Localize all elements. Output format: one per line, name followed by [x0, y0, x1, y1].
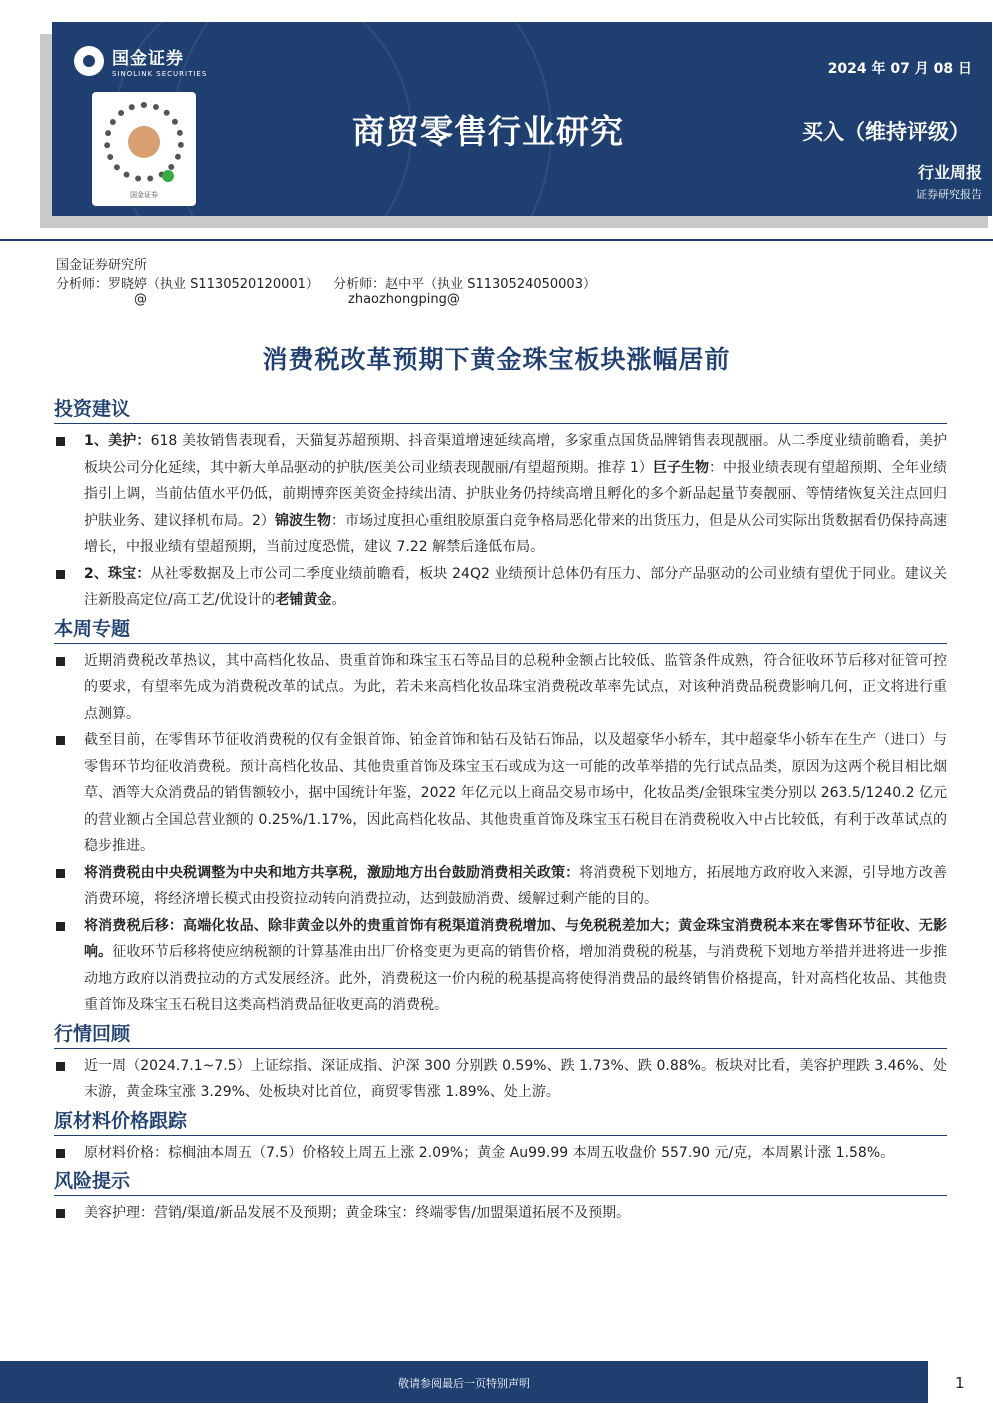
- analyst-1-email[interactable]: @: [134, 292, 147, 307]
- page-number: 1: [955, 1374, 965, 1392]
- paragraph-text: 美容护理：营销/渠道/新品发展不及预期；黄金珠宝：终端零售/加盟渠道拓展不及预期。: [84, 1205, 631, 1221]
- bullet-paragraph: [54, 913, 947, 1019]
- report-type: 行业周报: [917, 163, 982, 182]
- qr-center-logo-icon: [128, 126, 160, 158]
- section-heading: 本周专题: [54, 616, 947, 644]
- section-heading: 原材料价格跟踪: [54, 1108, 947, 1136]
- paragraph-text: 近一周（2024.7.1~7.5）上证综指、深证成指、沪深 300 分别跌 0.59%、跌 1.73%、跌 0.88%。板块对比看，美容护理跌 3.46%、处末游，黄金珠宝涨 3.29%、处板块对比首位，商贸零售涨 1.89%、处上游。: [84, 1057, 947, 1100]
- bullet-paragraph: [54, 1200, 947, 1227]
- square-bullet-icon: [56, 736, 65, 745]
- report-body: [54, 396, 947, 1229]
- square-bullet-icon: [56, 1149, 65, 1158]
- logo-cn: 国金证券: [112, 49, 184, 69]
- paragraph-text: 截至目前，在零售环节征收消费税的仅有金银首饰、铂金首饰和钻石及钻石饰品，以及超豪华小轿车，其中超豪华小轿车在生产（进口）与零售环节均征收消费税。预计高档化妆品、其他贵重首饰及珠宝玉石或成为这一可能的改革举措的先行试点品类，原因为这两个税目相比烟草、酒等大众消费品的销售额较小，据中国统计年鉴，2022 年亿元以上商品交易市场中，化妆品类/金银珠宝类分别以 263.5/1240.2 亿元的营业额占全国总营业额的 0.25%/1.17%，因此高档化妆品、其他贵重首饰及珠宝玉石税目在消费税收入中占比较低，有利于改革试点的稳步推进。: [84, 732, 947, 854]
- logo-en: SINOLINK SECURITIES: [112, 70, 208, 78]
- paragraph-text: 将消费税由中央税调整为中央和地方共享税，激励地方出台鼓励消费相关政策：将消费税下划地方，拓展地方政府收入来源，引导地方改善消费环境，将经济增长模式由投资拉动转向消费拉动，达到鼓励消费、缓解过剩产能的目的。: [84, 864, 947, 907]
- header-divider: [0, 239, 993, 241]
- bullet-paragraph: [54, 860, 947, 913]
- analyst-2-email[interactable]: zhaozhongping@: [348, 292, 460, 307]
- bullet-paragraph: [54, 561, 947, 614]
- analyst-2: 分析师：赵中平（执业 S1130524050003）: [333, 277, 596, 292]
- square-bullet-icon: [56, 1062, 65, 1071]
- bullet-paragraph: [54, 727, 947, 860]
- report-date: 2024 年 07 月 08 日: [827, 61, 972, 77]
- qr-code: [92, 92, 196, 206]
- report-title: 商贸零售行业研究: [352, 112, 624, 151]
- square-bullet-icon: [56, 437, 65, 446]
- rating: 买入（维持评级）: [802, 120, 970, 144]
- bullet-paragraph: [54, 1140, 947, 1167]
- paragraph-text: 将消费税后移：高端化妆品、除非黄金以外的贵重首饰有税渠道消费税增加、与免税税差加大；黄金珠宝消费税本来在零售环节征收、无影响。征收环节后移将使应纳税额的计算基准由出厂价格变更为更高的销售价格，增加消费税的税基，与消费税下划地方举措并进将进一步推动地方政府以消费拉动的方式发展经济。此外，消费税这一价内税的税基提高将使得消费品的最终销售价格提高，针对高档化妆品、其他贵重首饰及珠宝玉石税目这类高档消费品征收更高的消费税。: [84, 917, 948, 1013]
- qr-caption: 国金证券: [130, 191, 158, 199]
- logo-icon: [74, 46, 104, 76]
- mini-program-icon: [162, 170, 174, 182]
- square-bullet-icon: [56, 922, 65, 931]
- square-bullet-icon: [56, 1209, 65, 1218]
- report-category: 证券研究报告: [916, 188, 982, 201]
- section-heading: 风险提示: [54, 1168, 947, 1196]
- header-banner: [52, 22, 992, 216]
- document-headline: 消费税改革预期下黄金珠宝板块涨幅居前: [262, 345, 731, 374]
- company-logo: [74, 44, 207, 78]
- analyst-1: 分析师：罗晓婷（执业 S1130520120001）: [56, 277, 319, 292]
- paragraph-text: 原材料价格：棕榈油本周五（7.5）价格较上周五上涨 2.09%；黄金 Au99.99 本周五收盘价 557.90 元/克，本周累计涨 1.58%。: [84, 1144, 895, 1161]
- bullet-paragraph: [54, 648, 947, 728]
- bullet-paragraph: [54, 1053, 947, 1106]
- analyst-line: [56, 273, 606, 292]
- footer-disclaimer: 敬请参阅最后一页特别声明: [398, 1377, 530, 1390]
- square-bullet-icon: [56, 869, 65, 878]
- bullet-paragraph: [54, 428, 947, 561]
- paragraph-text: 近期消费税改革热议，其中高档化妆品、贵重首饰和珠宝玉石等品目的总税种金额占比较低、监管条件成熟，符合征收环节后移对征管可控的要求，有望率先成为消费税改革的试点。为此，若未来高档化妆品珠宝消费税改革率先试点，对该种消费品税费影响几何，正文将进行重点测算。: [84, 652, 947, 722]
- square-bullet-icon: [56, 657, 65, 666]
- square-bullet-icon: [56, 570, 65, 579]
- section-heading: 投资建议: [54, 396, 947, 424]
- paragraph-text: 1、美护：618 美妆销售表现看，天猫复苏超预期、抖音渠道增速延续高增，多家重点国货品牌销售表现靓丽。从二季度业绩前瞻看，美护板块公司分化延续，其中新大单品驱动的护肤/医美公司业绩表现靓丽/有望超预期。推荐 1）巨子生物：中报业绩表现有望超预期、全年业绩指引上调，当前估值水平仍低，前期博弈医美资金持续出清、护肤业务仍持续高增且孵化的多个新品起量节奏靓丽、等情绪恢复关注点回归护肤业务、建议择机布局。2）锦波生物：市场过度担心重组胶原蛋白竞争格局恶化带来的出货压力，但是从公司实际出货数据看仍保持高速增长，中报业绩有望超预期，当前过度恐慌，建议 7.22 解禁后逢低布局。: [84, 433, 948, 555]
- institute: 国金证券研究所: [56, 258, 148, 273]
- paragraph-text: 2、珠宝：从社零数据及上市公司二季度业绩前瞻看，板块 24Q2 业绩预计总体仍有压力、部分产品驱动的公司业绩有望优于同业。建议关注新股高定位/高工艺/优设计的老铺黄金。: [84, 565, 948, 608]
- section-heading: 行情回顾: [54, 1021, 947, 1049]
